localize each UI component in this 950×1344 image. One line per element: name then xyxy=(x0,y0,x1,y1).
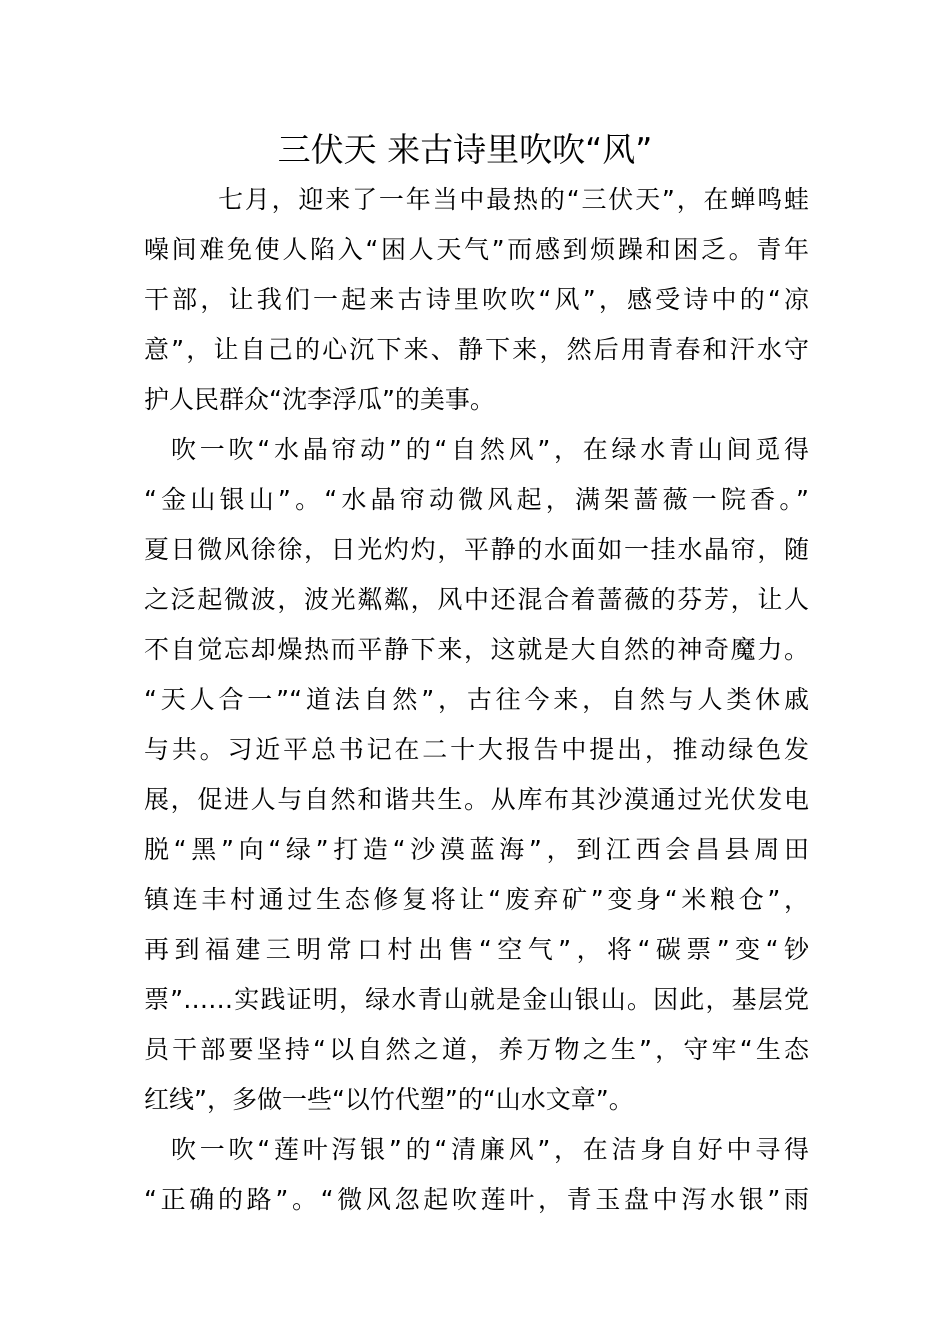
paragraph-line: 干部，让我们一起来古诗里吹吹“风”，感受诗中的“凉 xyxy=(144,285,809,314)
paragraph-line: 与共。习近平总书记在二十大报告中提出，推动绿色发 xyxy=(144,735,809,764)
paragraph-line: “金山银山”。“水晶帘动微风起，满架蔷薇一院香。” xyxy=(144,485,809,514)
paragraph-line: 再到福建三明常口村出售“空气”，将“碳票”变“钞 xyxy=(144,935,809,964)
paragraph-line: 护人民群众“沈李浮瓜”的美事。 xyxy=(144,385,495,414)
paragraph-line: 吹一吹“莲叶泻银”的“清廉风”，在洁身自好中寻得 xyxy=(171,1135,809,1164)
paragraph-line: 吹一吹“水晶帘动”的“自然风”，在绿水青山间觅得 xyxy=(171,435,809,464)
paragraph-line: 七月，迎来了一年当中最热的“三伏天”，在蝉鸣蛙 xyxy=(218,185,809,214)
paragraph-line: “正确的路”。“微风忽起吹莲叶，青玉盘中泻水银”雨 xyxy=(144,1185,809,1214)
paragraph-line: 展，促进人与自然和谐共生。从库布其沙漠通过光伏发电 xyxy=(144,785,809,814)
paragraph-line: 票”……实践证明，绿水青山就是金山银山。因此，基层党 xyxy=(144,985,809,1014)
paragraph-line: 噪间难免使人陷入“困人天气”而感到烦躁和困乏。青年 xyxy=(144,235,809,264)
paragraph-line: 员干部要坚持“以自然之道，养万物之生”，守牢“生态 xyxy=(144,1035,809,1064)
paragraph-line: 夏日微风徐徐，日光灼灼，平静的水面如一挂水晶帘，随 xyxy=(144,535,809,564)
paragraph-line: 不自觉忘却燥热而平静下来，这就是大自然的神奇魔力。 xyxy=(144,635,809,664)
paragraph-line: 脱“黑”向“绿”打造“沙漠蓝海”，到江西会昌县周田 xyxy=(144,835,809,864)
paragraph-line: 红线”，多做一些“以竹代塑”的“山水文章”。 xyxy=(144,1085,634,1114)
paragraph-line: 镇连丰村通过生态修复将让“废弃矿”变身“米粮仓”， xyxy=(144,885,809,914)
paragraph-line: 之泛起微波，波光粼粼，风中还混合着蔷薇的芬芳，让人 xyxy=(144,585,809,614)
paragraph-line: “天人合一”“道法自然”，古往今来，自然与人类休戚 xyxy=(144,685,809,714)
document-title: 三伏天 来古诗里吹吹“风” xyxy=(277,130,653,169)
paragraph-line: 意”，让自己的心沉下来、静下来，然后用青春和汗水守 xyxy=(144,335,809,364)
